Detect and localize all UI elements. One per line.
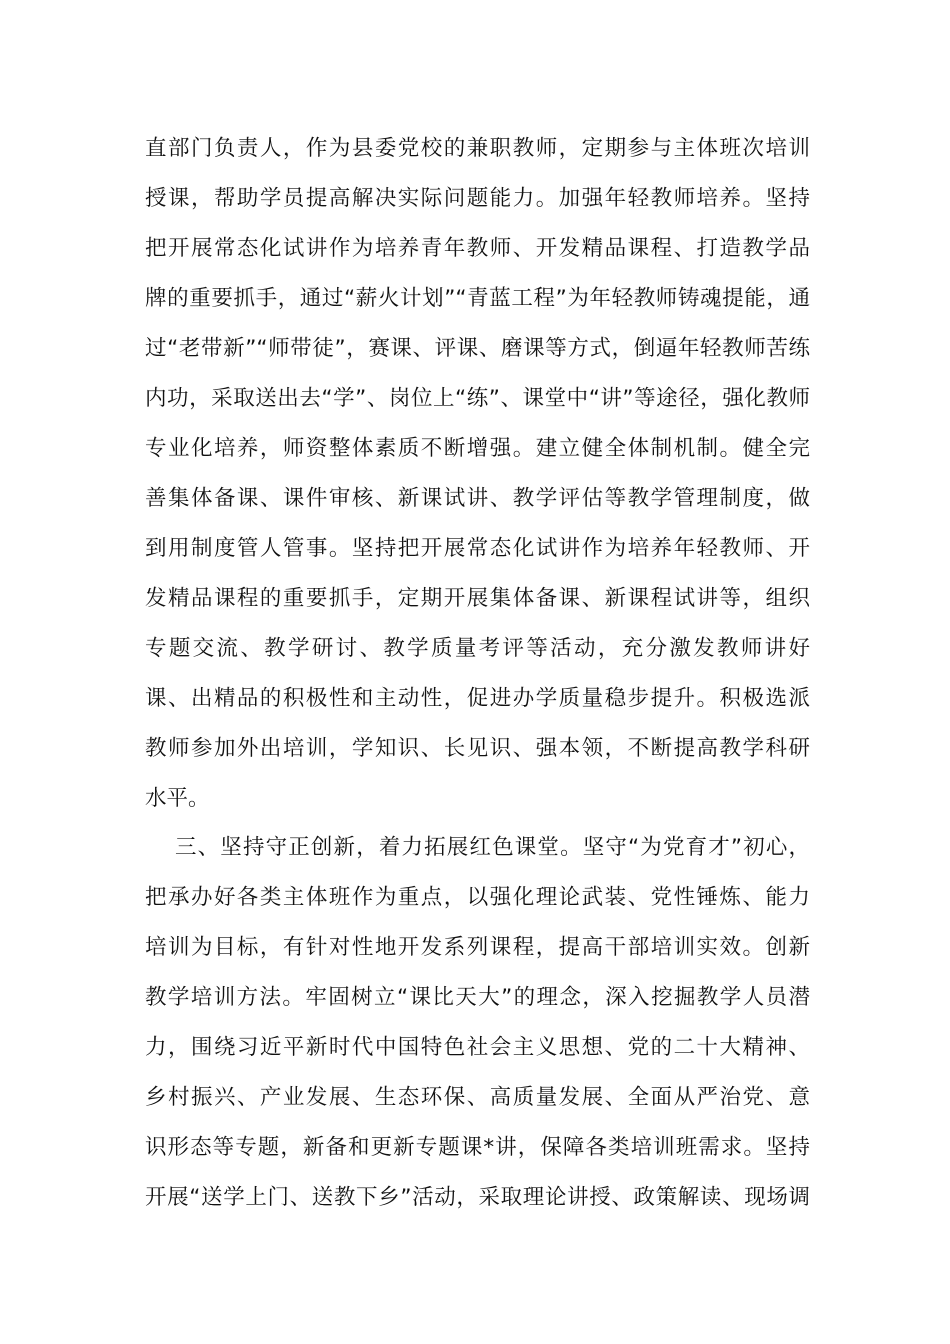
paragraph-2-line-4: 教学培训方法。牢固树立“课比天大”的理念，深入挖掘教学人员潜 <box>145 985 810 1010</box>
paragraph-1-line-1: 直部门负责人，作为县委党校的兼职教师，定期参与主体班次培训 <box>145 136 810 161</box>
paragraph-1-line-7: 专业化培养，师资整体素质不断增强。建立健全体制机制。健全完 <box>145 436 810 461</box>
paragraph-1-line-6: 内功，采取送出去“学”、岗位上“练”、课堂中“讲”等途径，强化教师 <box>145 386 810 411</box>
paragraph-1-line-13: 教师参加外出培训，学知识、长见识、强本领，不断提高教学科研 <box>145 736 810 761</box>
paragraph-2-line-6: 乡村振兴、产业发展、生态环保、高质量发展、全面从严治党、意 <box>145 1085 810 1110</box>
paragraph-2-line-7: 识形态等专题，新备和更新专题课*讲，保障各类培训班需求。坚持 <box>145 1135 810 1160</box>
paragraph-2-line-1: 三、坚持守正创新，着力拓展红色课堂。坚守“为党育才”初心， <box>175 835 810 860</box>
paragraph-1-line-5: 过“老带新”“师带徒”，赛课、评课、磨课等方式，倒逼年轻教师苦练 <box>145 336 810 361</box>
paragraph-2-line-5: 力，围绕习近平新时代中国特色社会主义思想、党的二十大精神、 <box>145 1035 810 1060</box>
paragraph-1-line-8: 善集体备课、课件审核、新课试讲、教学评估等教学管理制度，做 <box>145 486 810 511</box>
paragraph-2-line-3: 培训为目标，有针对性地开发系列课程，提高干部培训实效。创新 <box>145 935 810 960</box>
paragraph-2-line-2: 把承办好各类主体班作为重点，以强化理论武装、党性锤炼、能力 <box>145 885 810 910</box>
paragraph-1-line-12: 课、出精品的积极性和主动性，促进办学质量稳步提升。积极选派 <box>145 686 810 711</box>
paragraph-1-line-2: 授课，帮助学员提高解决实际问题能力。加强年轻教师培养。坚持 <box>145 186 810 211</box>
paragraph-1-line-3: 把开展常态化试讲作为培养青年教师、开发精品课程、打造教学品 <box>145 236 810 261</box>
paragraph-1-line-9: 到用制度管人管事。坚持把开展常态化试讲作为培养年轻教师、开 <box>145 536 810 561</box>
paragraph-1-line-14: 水平。 <box>145 786 210 811</box>
paragraph-1-line-11: 专题交流、教学研讨、教学质量考评等活动，充分激发教师讲好 <box>145 636 810 661</box>
paragraph-1-line-10: 发精品课程的重要抓手，定期开展集体备课、新课程试讲等，组织 <box>145 586 810 611</box>
paragraph-1-line-4: 牌的重要抓手，通过“薪火计划”“青蓝工程”为年轻教师铸魂提能，通 <box>145 286 810 311</box>
paragraph-2-line-8: 开展“送学上门、送教下乡”活动，采取理论讲授、政策解读、现场调 <box>145 1185 810 1210</box>
